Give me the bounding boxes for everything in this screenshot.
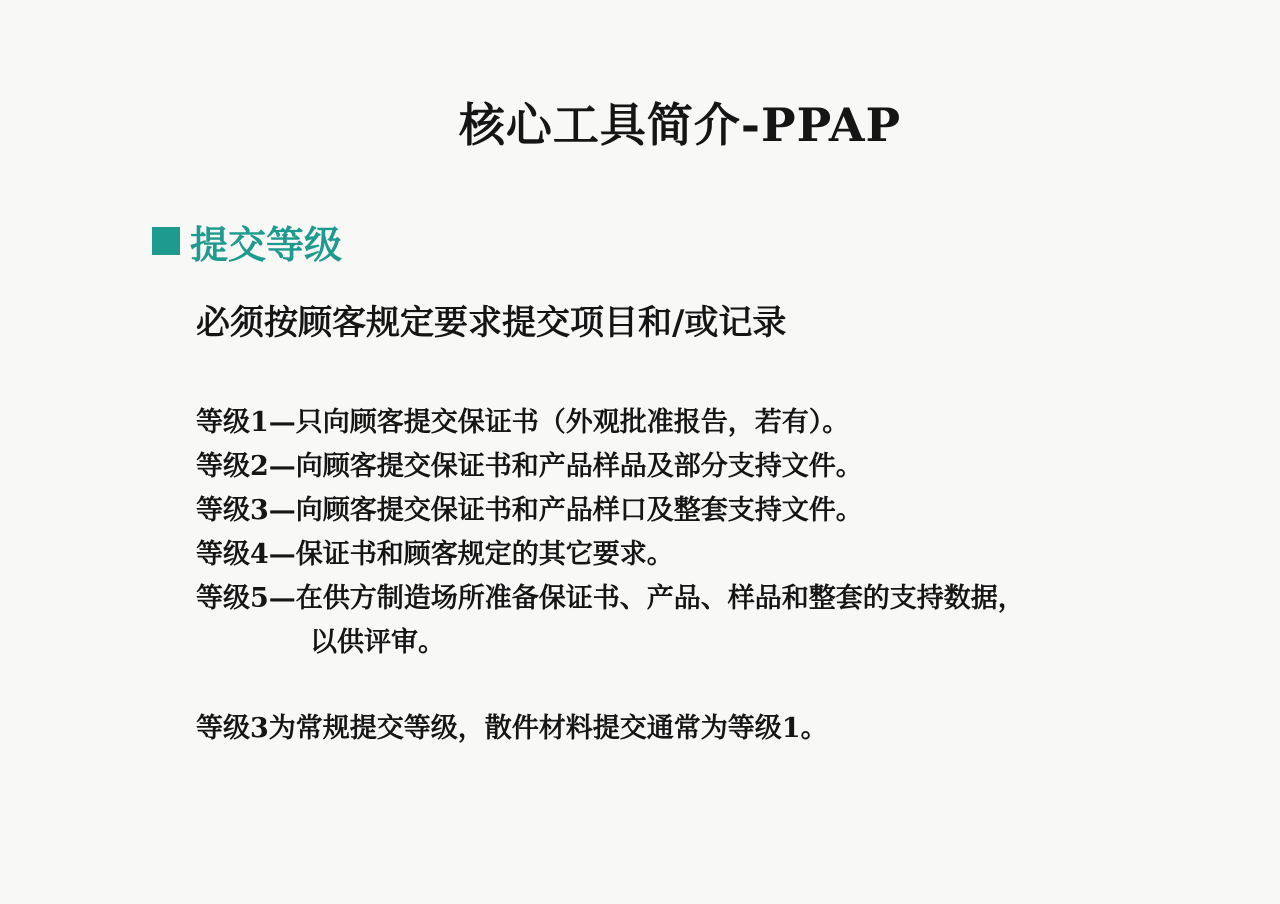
square-bullet-icon (152, 227, 180, 255)
submission-level-note: 等级3为常规提交等级，散件材料提交通常为等级1。 (196, 713, 828, 744)
section-heading-text: 提交等级 (190, 222, 343, 267)
submission-level-5-continuation: 以供评审。 (310, 627, 445, 658)
submission-level-2: 等级2—向顾客提交保证书和产品样品及部分支持文件。 (196, 451, 863, 482)
submission-requirement-text: 必须按顾客规定要求提交项目和/或记录 (196, 303, 787, 343)
submission-level-1: 等级1—只向顾客提交保证书（外观批准报告，若有）。 (196, 407, 850, 438)
submission-levels-list (196, 401, 1126, 665)
slide-title: 核心工具简介-PPAP (458, 98, 902, 152)
submission-level-3: 等级3—向顾客提交保证书和产品样口及整套支持文件。 (196, 495, 863, 526)
submission-level-4: 等级4—保证书和顾客规定的其它要求。 (196, 539, 674, 570)
section-heading (152, 213, 342, 269)
submission-level-5: 等级5—在供方制造场所准备保证书、产品、样品和整套的支持数据， (196, 583, 1025, 614)
